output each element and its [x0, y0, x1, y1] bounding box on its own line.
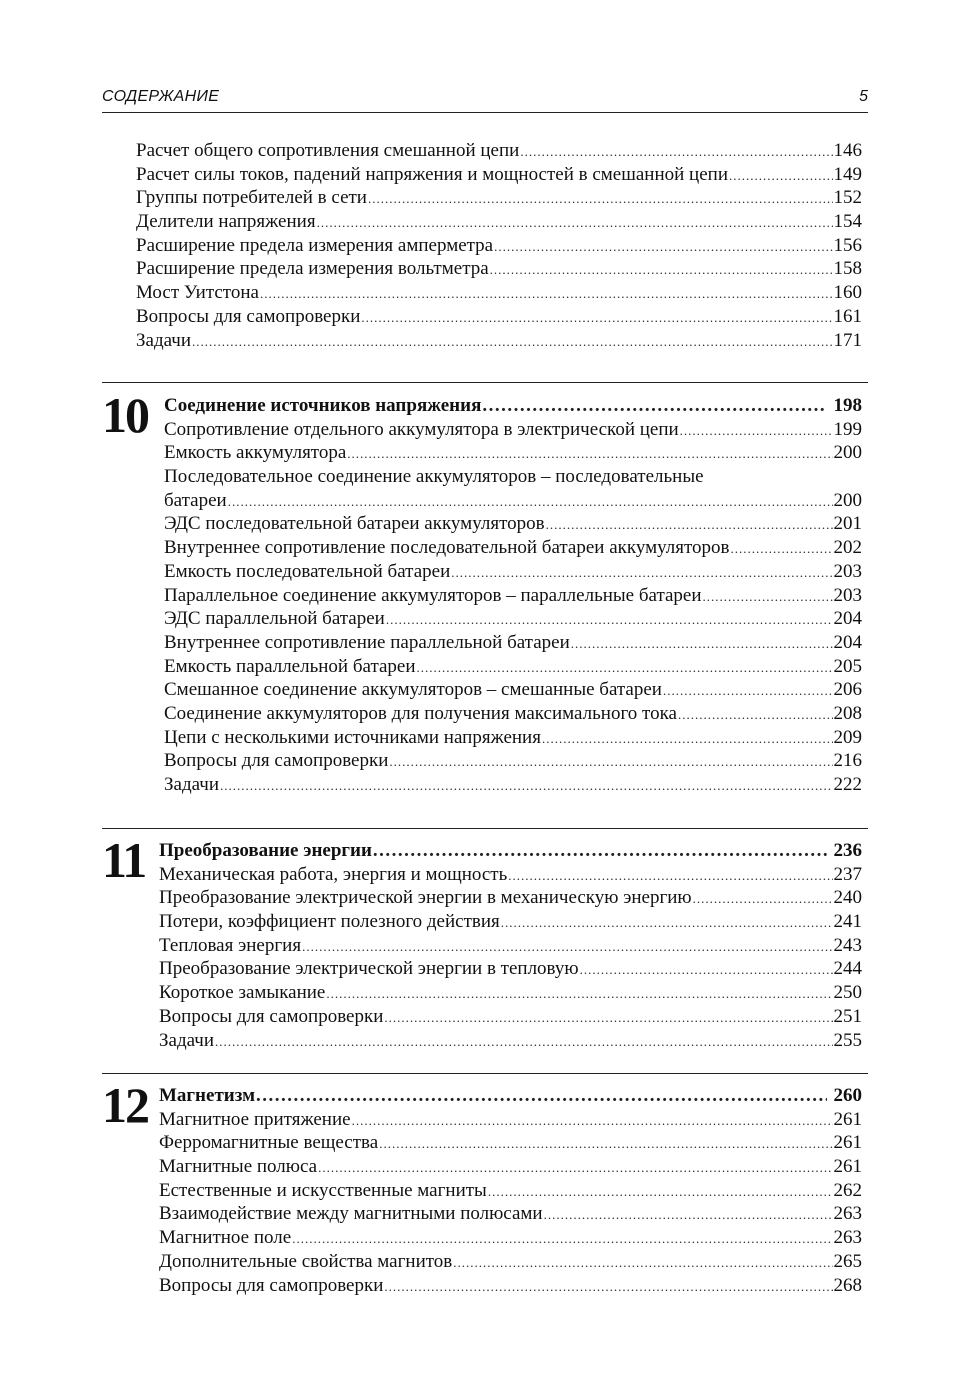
toc-entry[interactable]: Короткое замыкание ..... 250 [159, 981, 862, 1005]
toc-entry[interactable]: Естественные и искусственные магниты ..... 262 [159, 1179, 862, 1203]
toc-entry[interactable]: Смешанное соединение аккумуляторов – смешанные батареи ..... 206 [164, 678, 862, 702]
chapter-number: 12 [102, 1077, 148, 1133]
toc-entry[interactable]: Внутреннее сопротивление последовательной батареи аккумуляторов ..... 202 [164, 536, 862, 560]
toc-entry[interactable]: Магнитные полюса ..... 261 [159, 1155, 862, 1179]
toc-entry[interactable]: Преобразование электрической энергии в тепловую ..... 244 [159, 957, 862, 981]
running-header [102, 86, 868, 113]
chapter-11-toc [159, 839, 862, 1052]
toc-entry[interactable]: Емкость последовательной батареи ..... 203 [164, 560, 862, 584]
toc-entry[interactable]: Цепи с несколькими источниками напряжения ..... 209 [164, 726, 862, 750]
toc-entry[interactable]: Взаимодействие между магнитными полюсами ..... 263 [159, 1202, 862, 1226]
chapter-12-toc [159, 1084, 862, 1297]
header-title: СОДЕРЖАНИЕ [102, 88, 220, 105]
chapter-divider [102, 382, 868, 383]
toc-entry[interactable]: Расчет общего сопротивления смешанной цепи ..... 146 [136, 139, 862, 163]
chapter-title[interactable]: Соединение источников напряжения ..... 198 [164, 394, 862, 418]
toc-entry[interactable]: Дополнительные свойства магнитов ..... 265 [159, 1250, 862, 1274]
toc-entry[interactable]: ЭДС последовательной батареи аккумуляторов ..... 201 [164, 512, 862, 536]
toc-entry[interactable]: Магнитное поле ..... 263 [159, 1226, 862, 1250]
toc-entry[interactable]: Расширение предела измерения амперметра ..... 156 [136, 234, 862, 258]
toc-entry[interactable]: Параллельное соединение аккумуляторов – параллельные батареи ..... 203 [164, 584, 862, 608]
chapter-number: 11 [102, 832, 146, 888]
toc-continued [136, 139, 862, 352]
toc-entry[interactable]: Расчет силы токов, падений напряжения и мощностей в смешанной цепи ..... 149 [136, 163, 862, 187]
chapter-divider [102, 1073, 868, 1074]
toc-entry[interactable]: Расширение предела измерения вольтметра ..... 158 [136, 257, 862, 281]
toc-entry[interactable]: Вопросы для самопроверки ..... 268 [159, 1274, 862, 1298]
toc-entry[interactable]: Емкость параллельной батареи ..... 205 [164, 655, 862, 679]
toc-entry[interactable]: Задачи ..... 255 [159, 1029, 862, 1053]
toc-entry[interactable]: Емкость аккумулятора ..... 200 [164, 441, 862, 465]
chapter-divider [102, 828, 868, 829]
toc-entry[interactable]: Задачи ..... 222 [164, 773, 862, 797]
toc-entry[interactable]: Мост Уитстона ..... 160 [136, 281, 862, 305]
toc-entry[interactable]: ЭДС параллельной батареи ..... 204 [164, 607, 862, 631]
toc-entry[interactable]: Делители напряжения ..... 154 [136, 210, 862, 234]
toc-entry[interactable]: Группы потребителей в сети ..... 152 [136, 186, 862, 210]
chapter-number: 10 [102, 387, 148, 443]
toc-entry[interactable]: Вопросы для самопроверки ..... 161 [136, 305, 862, 329]
toc-entry[interactable]: Внутреннее сопротивление параллельной батареи ..... 204 [164, 631, 862, 655]
toc-entry-line2[interactable]: батареи ..... 200 [164, 489, 862, 513]
toc-entry[interactable]: Вопросы для самопроверки ..... 251 [159, 1005, 862, 1029]
toc-entry[interactable]: Тепловая энергия ..... 243 [159, 934, 862, 958]
toc-entry-line1[interactable]: Последовательное соединение аккумуляторов – последовательные [164, 466, 704, 488]
toc-entry[interactable]: Магнитное притяжение ..... 261 [159, 1108, 862, 1132]
toc-entry[interactable]: Механическая работа, энергия и мощность ..... 237 [159, 863, 862, 887]
toc-entry[interactable]: Преобразование электрической энергии в механическую энергию ..... 240 [159, 886, 862, 910]
toc-entry[interactable]: Сопротивление отдельного аккумулятора в электрической цепи ..... 199 [164, 418, 862, 442]
toc-entry[interactable]: Задачи ..... 171 [136, 329, 862, 353]
toc-entry[interactable]: Ферромагнитные вещества ..... 261 [159, 1131, 862, 1155]
chapter-title[interactable]: Преобразование энергии ..... 236 [159, 839, 862, 863]
page-number: 5 [859, 88, 868, 105]
chapter-title[interactable]: Магнетизм ..... 260 [159, 1084, 862, 1108]
toc-entry[interactable]: Потери, коэффициент полезного действия ..... 241 [159, 910, 862, 934]
chapter-10-toc [164, 394, 862, 797]
toc-entry[interactable]: Вопросы для самопроверки ..... 216 [164, 749, 862, 773]
toc-entry[interactable]: Соединение аккумуляторов для получения максимального тока ..... 208 [164, 702, 862, 726]
